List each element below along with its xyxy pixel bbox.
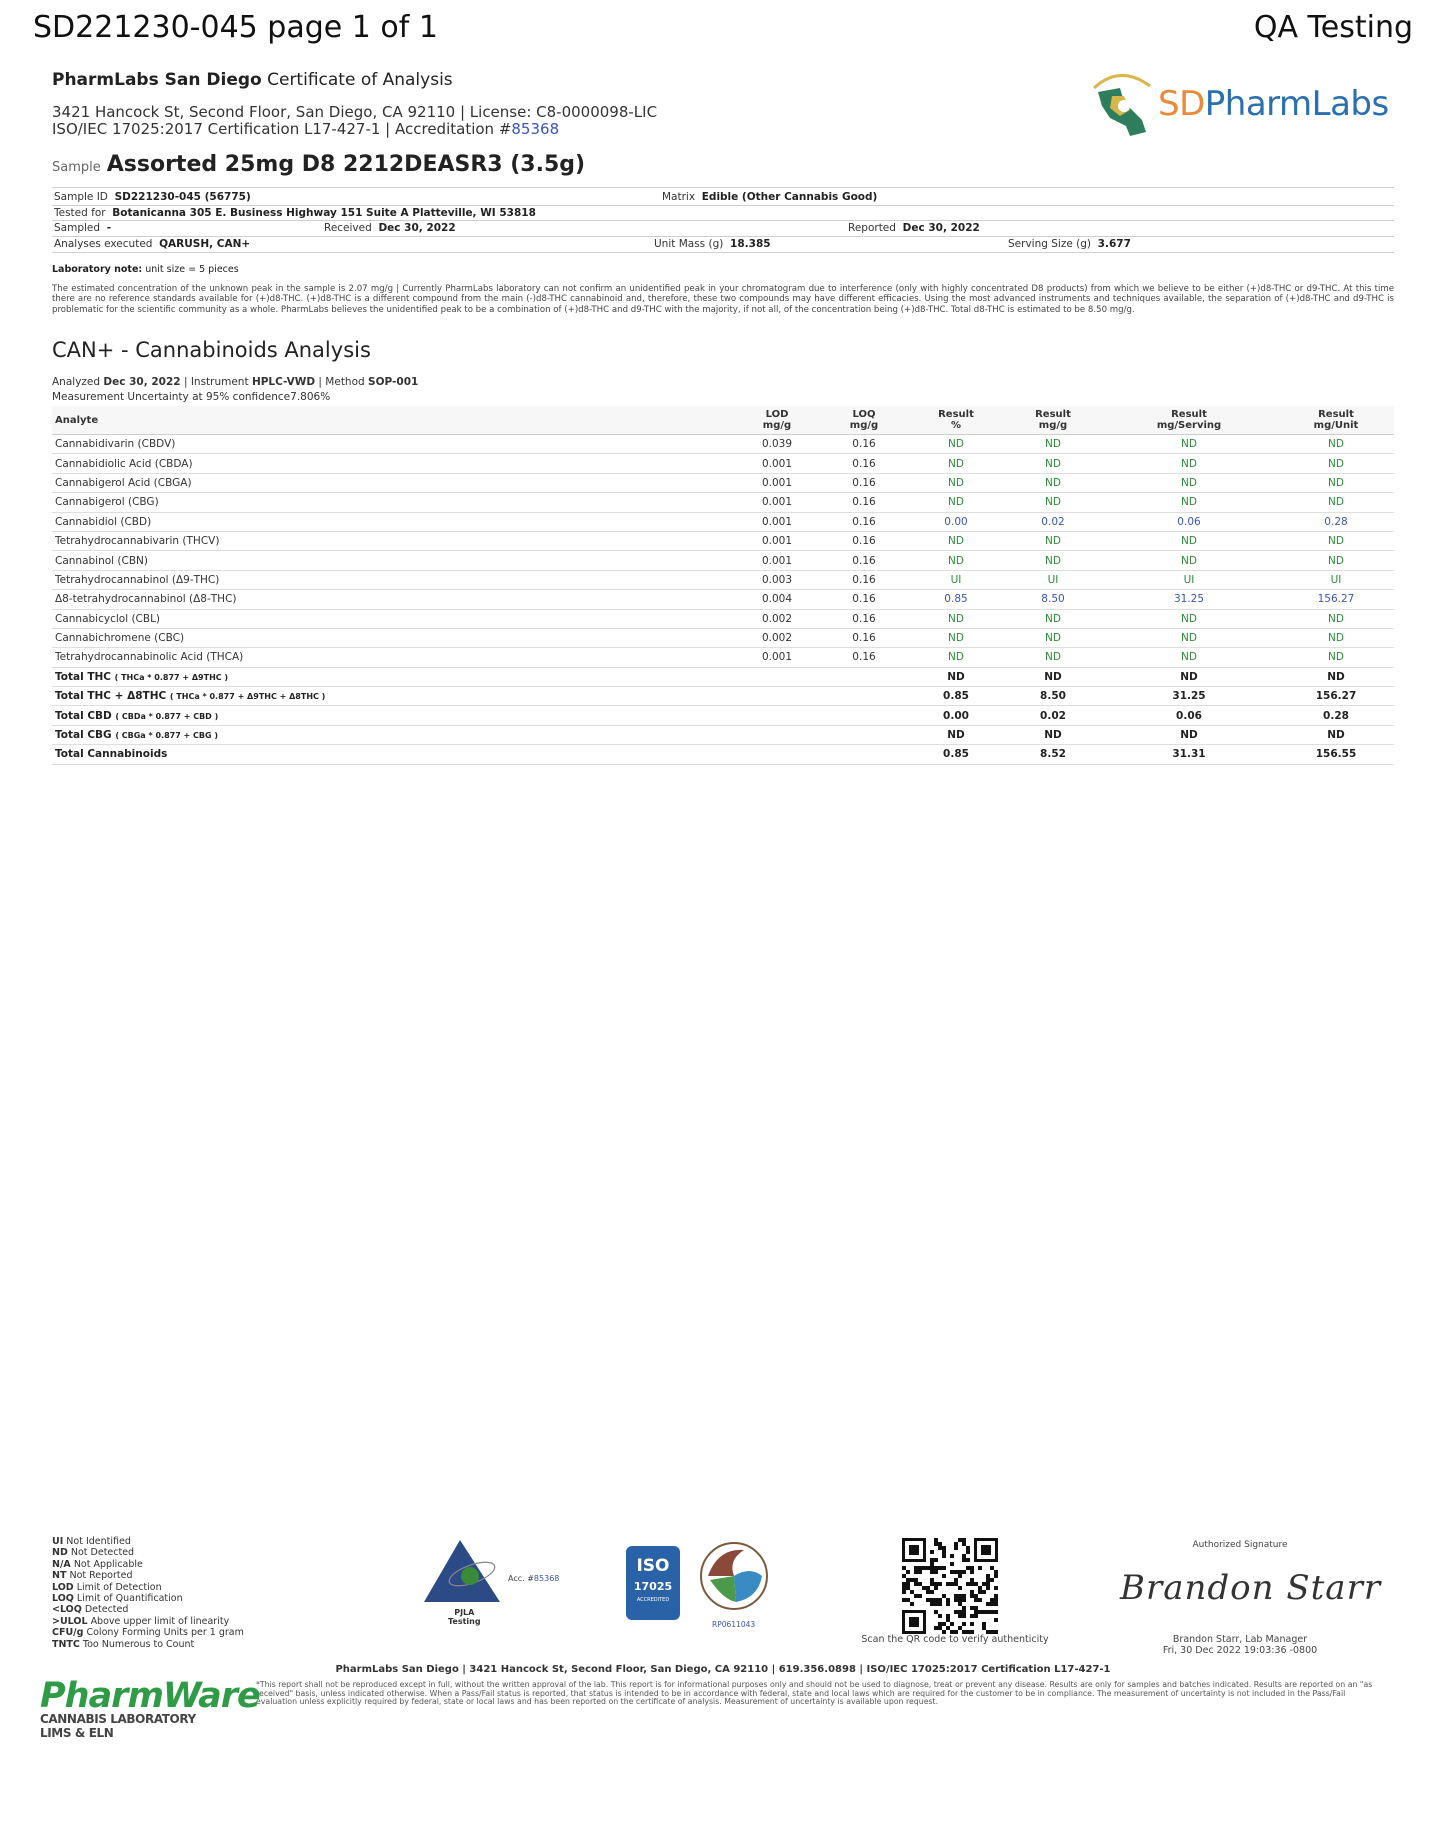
signatory-name: Brandon Starr, Lab Manager — [1172, 1634, 1308, 1645]
legend-text: Colony Forming Units per 1 gram — [86, 1627, 244, 1639]
col-result-pct: Result % — [906, 406, 1006, 435]
sdpharmlabs-logo — [1090, 66, 1400, 146]
result-unit: ND — [1278, 609, 1394, 628]
laboratory-note: Laboratory note: unit size = 5 pieces — [52, 264, 239, 275]
result-mgg: ND — [1006, 435, 1100, 454]
result-mgg: 8.50 — [1006, 590, 1100, 609]
col-result-serving: Result mg/Serving — [1100, 406, 1278, 435]
result-mgg: ND — [1006, 493, 1100, 512]
pjla-accreditation: Acc. #85368 — [508, 1574, 560, 1583]
total-result-pct: 0.85 — [906, 745, 1006, 764]
page-header-id: SD221230-045 page 1 of 1 — [33, 10, 438, 45]
total-result-pct: 0.00 — [906, 706, 1006, 725]
col-result-mgg: Result mg/g — [1006, 406, 1100, 435]
loq-value: 0.16 — [822, 435, 906, 454]
lod-value — [732, 667, 822, 686]
legend-abbr: ND — [52, 1547, 68, 1559]
loq-value: 0.16 — [822, 493, 906, 512]
legend-abbr: N/A — [52, 1558, 71, 1570]
col-analyte: Analyte — [52, 406, 732, 435]
accreditation-link[interactable]: 85368 — [511, 120, 560, 138]
legend-text: Detected — [84, 1604, 129, 1616]
loq-value — [822, 667, 906, 686]
result-serving: ND — [1100, 628, 1278, 647]
result-serving: ND — [1100, 473, 1278, 492]
analyte-name: Cannabidiol (CBD) — [52, 512, 732, 531]
analyte-name: Tetrahydrocannabinolic Acid (THCA) — [52, 648, 732, 667]
result-mgg: ND — [1006, 551, 1100, 570]
total-formula: ( CBDa * 0.877 + CBD ) — [115, 711, 219, 721]
analyte-name: Cannabidiolic Acid (CBDA) — [52, 454, 732, 473]
total-result-pct: ND — [906, 725, 1006, 744]
result-pct: ND — [906, 628, 1006, 647]
loq-value: 0.16 — [822, 570, 906, 589]
total-result-mgg: 0.02 — [1006, 706, 1100, 725]
legend-text: Not Applicable — [73, 1558, 143, 1570]
lab-certification: ISO/IEC 17025:2017 Certification L17-427-1 | Accreditation #85368 — [52, 120, 560, 138]
col-loq: LOQ mg/g — [822, 406, 906, 435]
qr-caption: Scan the QR code to verify authenticity — [861, 1634, 1049, 1645]
loq-value — [822, 706, 906, 725]
lod-value: 0.001 — [732, 454, 822, 473]
legend-item — [52, 1547, 244, 1558]
table-row — [52, 628, 1394, 647]
total-result-serving: ND — [1100, 725, 1278, 744]
sample-title — [52, 152, 585, 177]
lod-value: 0.003 — [732, 570, 822, 589]
table-row — [52, 454, 1394, 473]
result-serving: ND — [1100, 531, 1278, 550]
loq-value — [822, 745, 906, 764]
total-row — [52, 745, 1394, 764]
result-pct: ND — [906, 435, 1006, 454]
result-serving: ND — [1100, 551, 1278, 570]
lod-value: 0.001 — [732, 473, 822, 492]
pharmware-subtitle: CANNABIS LABORATORY LIMS & ELN — [40, 1712, 196, 1740]
result-pct: ND — [906, 473, 1006, 492]
loq-value — [822, 687, 906, 706]
result-unit: UI — [1278, 570, 1394, 589]
result-serving: ND — [1100, 609, 1278, 628]
result-serving: 31.25 — [1100, 590, 1278, 609]
total-formula: ( THCa * 0.877 + Δ9THC ) — [114, 672, 229, 682]
result-pct: ND — [906, 493, 1006, 512]
loq-value: 0.16 — [822, 648, 906, 667]
lod-value: 0.001 — [732, 512, 822, 531]
total-result-pct: ND — [906, 667, 1006, 686]
measurement-uncertainty: Measurement Uncertainty at 95% confidence7.806% — [52, 391, 331, 403]
lod-value: 0.039 — [732, 435, 822, 454]
loq-value — [822, 725, 906, 744]
logo-wordmark: SDPharmLabs — [1158, 84, 1389, 124]
result-mgg: ND — [1006, 454, 1100, 473]
result-pct: ND — [906, 609, 1006, 628]
result-pct: UI — [906, 570, 1006, 589]
table-body — [52, 435, 1394, 765]
abbreviation-legend — [52, 1536, 244, 1650]
table-row — [52, 570, 1394, 589]
result-mgg: ND — [1006, 531, 1100, 550]
lab-header — [52, 70, 453, 90]
total-result-serving: 0.06 — [1100, 706, 1278, 725]
analyte-name: Cannabigerol Acid (CBGA) — [52, 473, 732, 492]
result-unit: ND — [1278, 473, 1394, 492]
lod-value: 0.001 — [732, 551, 822, 570]
certification-seal — [698, 1540, 778, 1630]
lod-value — [732, 745, 822, 764]
received-field: Received Dec 30, 2022 — [324, 222, 456, 234]
total-label — [52, 667, 732, 686]
legend-abbr: LOD — [52, 1581, 74, 1593]
serving-size-field: Serving Size (g) 3.677 — [1008, 238, 1131, 250]
loq-value: 0.16 — [822, 551, 906, 570]
loq-value: 0.16 — [822, 473, 906, 492]
seal-code: RP0611043 — [712, 1620, 756, 1629]
lod-value: 0.001 — [732, 648, 822, 667]
analyses-field: Analyses executed QARUSH, CAN+ — [54, 238, 251, 250]
table-row — [52, 531, 1394, 550]
lod-value: 0.002 — [732, 609, 822, 628]
loq-value: 0.16 — [822, 531, 906, 550]
lab-name: PharmLabs San Diego — [52, 70, 262, 90]
table-row — [52, 512, 1394, 531]
pjla-badge — [420, 1536, 570, 1626]
seal-icon — [698, 1540, 770, 1612]
legend-item — [52, 1593, 244, 1604]
matrix-field: Matrix Edible (Other Cannabis Good) — [662, 191, 878, 203]
legend-item — [52, 1604, 244, 1615]
sample-id-field: Sample ID SD221230-045 (56775) — [54, 191, 251, 203]
total-name: Total THC + Δ8THC — [55, 690, 167, 703]
legend-abbr: LOQ — [52, 1593, 74, 1605]
analysis-info: Analyzed Dec 30, 2022 | Instrument HPLC-VWD | Method SOP-001 Measurement Uncertainty at 95% confidence7.806% — [52, 376, 419, 403]
total-row — [52, 667, 1394, 686]
legend-text: Limit of Quantification — [76, 1593, 183, 1605]
legend-item — [52, 1559, 244, 1570]
total-result-serving: 31.25 — [1100, 687, 1278, 706]
total-result-mgg: ND — [1006, 725, 1100, 744]
estimate-note: The estimated concentration of the unknown peak in the sample is 2.07 mg/g | Currently PharmLabs laboratory can not confirm an unidentified peak in your chromatogram due to interference (only with highly concentrated D8 products) from which we believe to be either (+)d8-THC or d9-THC. At this time there are no reference standards available for (+)d8-THC. (+)d8-THC is a different compound from the main (-)d8-THC cannabinoid and, therefore, these two compounds may have different efficacies. Using the most advanced instruments and techniques available, the separation of (+)d8-THC and d9-THC is problematic for the scientific community as a whole. PharmLabs believes the unidentified peak to be a combination of (+)d8-THC and d9-THC with the majority, if not all, of the concentration being (+)d8-THC. Total d8-THC is estimated to be 8.50 mg/g. — [52, 284, 1394, 315]
legend-abbr: CFU/g — [52, 1627, 84, 1639]
legend-item — [52, 1582, 244, 1593]
pharmware-title: PharmWare — [40, 1676, 260, 1716]
result-unit: ND — [1278, 531, 1394, 550]
legend-text: Too Numerous to Count — [82, 1638, 195, 1650]
result-mgg: 0.02 — [1006, 512, 1100, 531]
result-serving: ND — [1100, 435, 1278, 454]
lod-value: 0.002 — [732, 628, 822, 647]
legend-item — [52, 1627, 244, 1638]
total-result-pct: 0.85 — [906, 687, 1006, 706]
loq-value: 0.16 — [822, 628, 906, 647]
total-name: Total CBG — [55, 729, 112, 742]
result-serving: ND — [1100, 648, 1278, 667]
legend-text: Not Identified — [66, 1536, 131, 1547]
analyte-name: Tetrahydrocannabivarin (THCV) — [52, 531, 732, 550]
total-result-mgg: 8.52 — [1006, 745, 1100, 764]
total-result-unit: 156.55 — [1278, 745, 1394, 764]
result-mgg: UI — [1006, 570, 1100, 589]
total-label — [52, 745, 732, 764]
sampled-field: Sampled - — [54, 222, 112, 234]
result-serving: ND — [1100, 493, 1278, 512]
lod-value: 0.004 — [732, 590, 822, 609]
tested-for-field: Tested for Botanicanna 305 E. Business Highway 151 Suite A Platteville, WI 53818 — [54, 207, 536, 219]
analysis-title: CAN+ - Cannabinoids Analysis — [52, 338, 371, 362]
legend-text: Not Detected — [70, 1547, 135, 1559]
result-pct: ND — [906, 648, 1006, 667]
table-row — [52, 590, 1394, 609]
signature-timestamp: Fri, 30 Dec 2022 19:03:36 -0800 — [1162, 1645, 1318, 1656]
loq-value: 0.16 — [822, 512, 906, 531]
table-row — [52, 493, 1394, 512]
result-mgg: ND — [1006, 473, 1100, 492]
legend-abbr: <LOQ — [52, 1604, 82, 1616]
result-pct: ND — [906, 454, 1006, 473]
table-row — [52, 473, 1394, 492]
table-row — [52, 551, 1394, 570]
result-unit: 0.28 — [1278, 512, 1394, 531]
doc-type: Certificate of Analysis — [267, 70, 453, 90]
total-row — [52, 706, 1394, 725]
result-serving: ND — [1100, 454, 1278, 473]
total-result-serving: 31.31 — [1100, 745, 1278, 764]
lod-value: 0.001 — [732, 493, 822, 512]
total-formula: ( CBGa * 0.877 + CBG ) — [115, 731, 219, 741]
legend-item — [52, 1639, 244, 1650]
analyte-name: Cannabinol (CBN) — [52, 551, 732, 570]
table-row — [52, 648, 1394, 667]
pharmware-logo — [40, 1676, 260, 1740]
result-unit: ND — [1278, 493, 1394, 512]
legend-text: Above upper limit of linearity — [90, 1615, 230, 1627]
result-mgg: ND — [1006, 609, 1100, 628]
result-unit: ND — [1278, 454, 1394, 473]
verification-qr-code[interactable] — [902, 1538, 998, 1634]
analyte-name: Δ8-tetrahydrocannabinol (Δ8-THC) — [52, 590, 732, 609]
result-serving: 0.06 — [1100, 512, 1278, 531]
total-result-unit: ND — [1278, 725, 1394, 744]
reported-field: Reported Dec 30, 2022 — [848, 222, 980, 234]
total-result-unit: 0.28 — [1278, 706, 1394, 725]
legend-abbr: UI — [52, 1536, 64, 1547]
page-header-qa: QA Testing — [1253, 10, 1413, 45]
analyte-name: Cannabicyclol (CBL) — [52, 609, 732, 628]
analyte-name: Cannabichromene (CBC) — [52, 628, 732, 647]
sample-label: Sample — [52, 160, 101, 175]
lod-value — [732, 687, 822, 706]
pjla-label: PJLA Testing — [448, 1608, 481, 1626]
handwritten-signature: Brandon Starr — [1120, 1568, 1382, 1608]
result-unit: ND — [1278, 435, 1394, 454]
pjla-triangle-icon — [420, 1536, 504, 1606]
lod-value: 0.001 — [732, 531, 822, 550]
total-name: Total CBD — [55, 709, 112, 722]
total-label — [52, 706, 732, 725]
loq-value: 0.16 — [822, 454, 906, 473]
analyte-name: Cannabidivarin (CBDV) — [52, 435, 732, 454]
california-map-icon — [1090, 66, 1162, 146]
total-result-mgg: ND — [1006, 667, 1100, 686]
total-formula: ( THCa * 0.877 + Δ9THC + Δ8THC ) — [169, 692, 326, 702]
legend-item — [52, 1570, 244, 1581]
footer-disclaimer: *This report shall not be reproduced except in full, without the written approval of the lab. This report is for informational purposes only and should not be used to diagnose, treat or prevent any disease. Results are only for samples and batches indicated. Results are reported on an "as received" basis, unless indicated otherwise. When a Pass/Fail status is reported, that status is intended to be in accordance with federal, state and local laws which are required for the customer to be in compliance. The measurement of uncertainty is not included in the Pass/Fail evaluation unless explicitly required by federal, state or local laws and has been reported on the certificate of analysis. Measurement of uncertainty is available upon request. — [256, 1680, 1373, 1707]
total-result-unit: 156.27 — [1278, 687, 1394, 706]
signature-label: Authorized Signature — [1192, 1540, 1288, 1550]
analyte-name: Tetrahydrocannabinol (Δ9-THC) — [52, 570, 732, 589]
result-unit: ND — [1278, 551, 1394, 570]
total-result-mgg: 8.50 — [1006, 687, 1100, 706]
table-row — [52, 609, 1394, 628]
signatory — [1140, 1634, 1340, 1656]
lab-address: 3421 Hancock St, Second Floor, San Diego, CA 92110 | License: C8-0000098-LIC — [52, 103, 658, 121]
total-name: Total THC — [55, 670, 111, 683]
result-mgg: ND — [1006, 648, 1100, 667]
legend-text: Limit of Detection — [76, 1581, 162, 1593]
table-header-row — [52, 406, 1394, 435]
lod-value — [732, 725, 822, 744]
total-row — [52, 725, 1394, 744]
lod-value — [732, 706, 822, 725]
total-result-unit: ND — [1278, 667, 1394, 686]
result-pct: 0.00 — [906, 512, 1006, 531]
col-lod: LOD mg/g — [732, 406, 822, 435]
table-row — [52, 435, 1394, 454]
total-result-serving: ND — [1100, 667, 1278, 686]
iso-17025-badge: ISO 17025 ACCREDITED — [626, 1546, 680, 1620]
legend-text: Not Reported — [69, 1570, 133, 1582]
total-label — [52, 725, 732, 744]
unit-mass-field: Unit Mass (g) 18.385 — [654, 238, 771, 250]
footer-address: PharmLabs San Diego | 3421 Hancock St, Second Floor, San Diego, CA 92110 | 619.356.0898 | ISO/IEC 17025:2017 Certification L17-427-1 — [335, 1664, 1111, 1675]
result-pct: ND — [906, 551, 1006, 570]
result-pct: ND — [906, 531, 1006, 550]
result-unit: 156.27 — [1278, 590, 1394, 609]
sample-name: Assorted 25mg D8 2212DEASR3 (3.5g) — [106, 152, 586, 177]
loq-value: 0.16 — [822, 590, 906, 609]
total-label — [52, 687, 732, 706]
loq-value: 0.16 — [822, 609, 906, 628]
col-result-unit: Result mg/Unit — [1278, 406, 1394, 435]
cannabinoids-table — [52, 406, 1394, 765]
lab-address-block — [52, 104, 657, 138]
result-unit: ND — [1278, 648, 1394, 667]
result-pct: 0.85 — [906, 590, 1006, 609]
result-unit: ND — [1278, 628, 1394, 647]
legend-item — [52, 1616, 244, 1627]
analyte-name: Cannabigerol (CBG) — [52, 493, 732, 512]
total-row — [52, 687, 1394, 706]
result-serving: UI — [1100, 570, 1278, 589]
result-mgg: ND — [1006, 628, 1100, 647]
legend-abbr: >ULOL — [52, 1615, 88, 1627]
legend-abbr: TNTC — [52, 1638, 80, 1650]
total-name: Total Cannabinoids — [55, 748, 168, 761]
legend-abbr: NT — [52, 1570, 67, 1582]
legend-item — [52, 1536, 244, 1547]
